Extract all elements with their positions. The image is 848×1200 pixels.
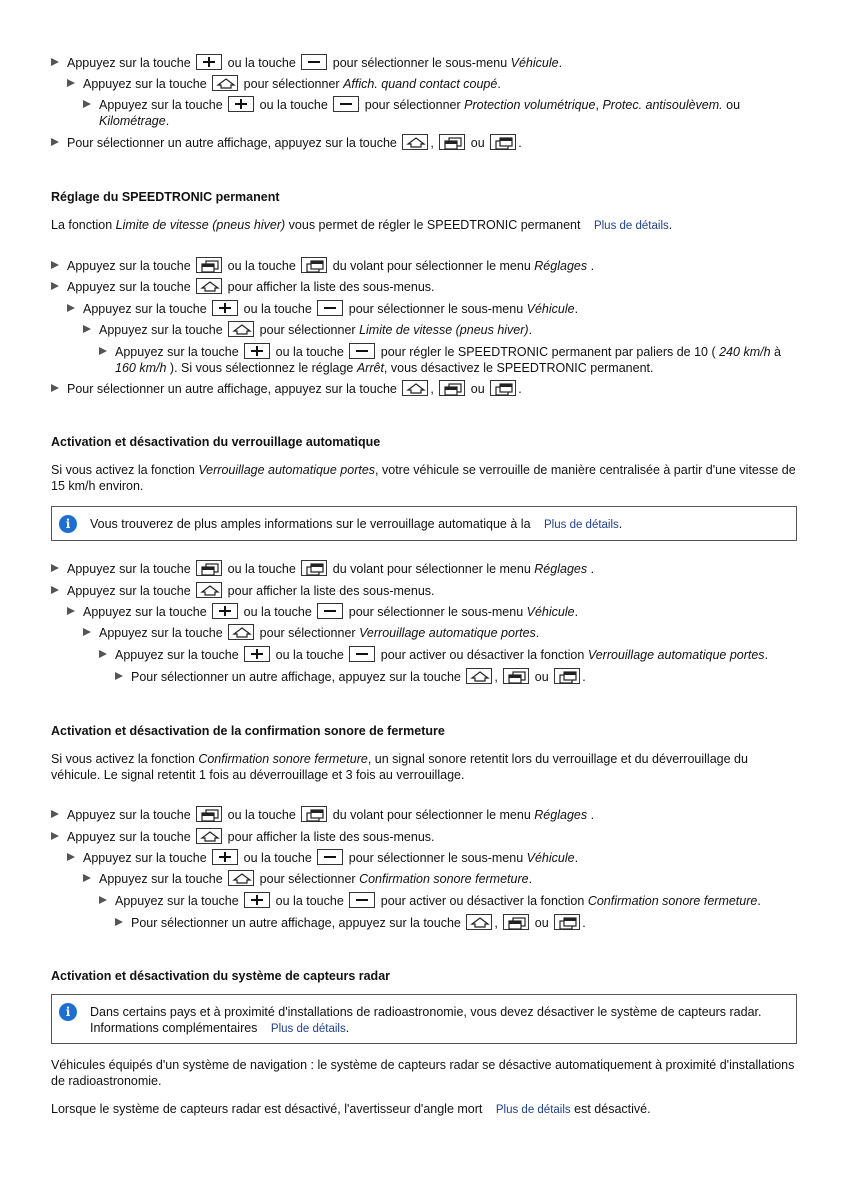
step-text: Appuyez sur la touche [67, 56, 191, 70]
step [67, 300, 807, 317]
step-text: ou la touche [227, 56, 296, 70]
step [51, 278, 811, 295]
step [99, 892, 809, 909]
bullet-arrow-icon [115, 668, 131, 684]
punct: , [595, 98, 599, 112]
menu-name: Réglages [534, 808, 588, 822]
para-text: Lorsque le système de capteurs radar est désactivé, l'avertisseur d'angle mort [51, 1102, 483, 1116]
step-text: ou la touche [227, 259, 296, 273]
menu-name: Verrouillage automatique portes [359, 626, 536, 640]
plus-key-icon [244, 892, 270, 908]
punct: . [518, 382, 522, 396]
bullet-arrow-icon [99, 343, 115, 359]
punct: . [165, 114, 170, 128]
screen-forward-key-icon [301, 806, 327, 822]
para-text: Si vous activez la fonction [51, 752, 195, 766]
info-icon: i [59, 515, 77, 533]
step-text: ou la touche [243, 605, 312, 619]
punct: . [558, 56, 563, 70]
step-text: Pour sélectionner un autre affichage, appuyez sur la touche [131, 916, 461, 930]
step [99, 343, 799, 376]
step-text: ). Si vous sélectionnez le réglage [169, 361, 354, 375]
info-text: Dans certains pays et à proximité d'installations de radioastronomie, vous devez désactiver le système de capteurs radar. Informations complémentaires [90, 1005, 762, 1035]
menu-name: Affich. quand contact coupé [343, 77, 498, 91]
step [51, 257, 811, 274]
info-text: Vous trouverez de plus amples informations sur le verrouillage automatique à la [90, 517, 531, 531]
step-text: pour sélectionner [259, 626, 356, 640]
step-text: Appuyez sur la touche [99, 323, 223, 337]
punct: . [497, 77, 501, 91]
step-text: pour afficher la liste des sous-menus. [227, 280, 435, 294]
punct: , [430, 136, 434, 150]
punct: . [528, 323, 533, 337]
step-text: Appuyez sur la touche [83, 77, 207, 91]
para-text: La fonction [51, 218, 113, 232]
punct: . [528, 872, 533, 886]
step-text: pour sélectionner le sous-menu [348, 851, 524, 865]
bullet-arrow-icon [83, 96, 99, 112]
bullet-arrow-icon [51, 828, 67, 844]
minus-key-icon [349, 343, 375, 359]
minus-key-icon [317, 300, 343, 316]
info-box [51, 994, 797, 1044]
paragraph [51, 462, 796, 494]
menu-name: Confirmation sonore fermeture [198, 752, 368, 766]
step-text: Appuyez sur la touche [115, 894, 239, 908]
speed-value: 240 km/h [719, 345, 771, 359]
plus-key-icon [244, 343, 270, 359]
paragraph [51, 751, 796, 783]
minus-key-icon [349, 892, 375, 908]
bullet-arrow-icon [51, 257, 67, 273]
step [51, 806, 811, 823]
step-text: Appuyez sur la touche [67, 808, 191, 822]
step-text: ou la touche [243, 302, 312, 316]
para-text: est désactivé. [574, 1102, 651, 1116]
bullet-arrow-icon [83, 870, 99, 886]
bullet-arrow-icon [51, 806, 67, 822]
screen-forward-key-icon [554, 668, 580, 684]
punct: . [590, 259, 595, 273]
plus-key-icon [244, 646, 270, 662]
step-text: ou la touche [227, 562, 296, 576]
screen-forward-key-icon [301, 257, 327, 273]
step-text: pour sélectionner [259, 872, 356, 886]
info-icon: i [59, 1003, 77, 1021]
details-link[interactable]: Plus de détails [495, 1104, 571, 1116]
step-text: pour afficher la liste des sous-menus. [227, 584, 435, 598]
para-text: , un signal sonore retentit lors du verrouillage et du déverrouillage du véhicule. Le signal retentit 1 fois au déverrouillage et 3 fois au verrouillage. [51, 752, 748, 782]
home-back-key-icon [228, 321, 254, 337]
home-back-key-icon [228, 624, 254, 640]
speed-value: 160 km/h [115, 361, 167, 375]
step-text: Appuyez sur la touche [83, 851, 207, 865]
home-back-key-icon [402, 134, 428, 150]
info-box [51, 506, 797, 541]
section-heading: Activation et désactivation du système de capteurs radar [51, 969, 391, 983]
punct: . [574, 302, 579, 316]
punct: . [518, 136, 522, 150]
bullet-arrow-icon [51, 380, 67, 396]
step-text: Appuyez sur la touche [83, 302, 207, 316]
step [67, 75, 807, 92]
step-text: pour activer ou désactiver la fonction [380, 894, 585, 908]
punct: . [590, 808, 595, 822]
minus-key-icon [349, 646, 375, 662]
step [51, 380, 811, 397]
step-text: Appuyez sur la touche [115, 648, 239, 662]
home-back-key-icon [466, 914, 492, 930]
screen-back-key-icon [503, 668, 529, 684]
screen-forward-key-icon [301, 560, 327, 576]
bullet-arrow-icon [99, 646, 115, 662]
menu-name: Limite de vitesse (pneus hiver) [359, 323, 529, 337]
step-text: ou la touche [243, 851, 312, 865]
bullet-arrow-icon [67, 849, 83, 865]
menu-name: Protec. antisoulèvem. [602, 98, 723, 112]
home-back-key-icon [402, 380, 428, 396]
menu-name: Arrêt [356, 361, 384, 375]
details-link[interactable]: Plus de détails [593, 220, 669, 232]
para-text: Si vous activez la fonction [51, 463, 195, 477]
step [115, 668, 805, 685]
menu-name: Kilométrage [99, 114, 166, 128]
step-text: ou la touche [275, 648, 344, 662]
paragraph [51, 217, 796, 234]
step-text: du volant pour sélectionner le menu [332, 259, 531, 273]
home-back-key-icon [196, 278, 222, 294]
step-text: Pour sélectionner un autre affichage, appuyez sur la touche [131, 670, 461, 684]
step-text: pour régler le SPEEDTRONIC permanent par paliers de 10 ( [380, 345, 716, 359]
step-text: du volant pour sélectionner le menu [332, 562, 531, 576]
step-text: Appuyez sur la touche [115, 345, 239, 359]
step-text: ou [534, 916, 549, 930]
paragraph [51, 1101, 796, 1118]
details-link[interactable]: Plus de détails [270, 1023, 346, 1035]
punct: . [345, 1021, 350, 1035]
minus-key-icon [333, 96, 359, 112]
screen-back-key-icon [196, 806, 222, 822]
minus-key-icon [317, 849, 343, 865]
home-back-key-icon [212, 75, 238, 91]
step-text: ou [470, 382, 485, 396]
bullet-arrow-icon [99, 892, 115, 908]
step-text: pour sélectionner le sous-menu [348, 605, 524, 619]
step-text: Pour sélectionner un autre affichage, appuyez sur la touche [67, 136, 397, 150]
step [83, 96, 803, 129]
menu-name: Véhicule [526, 302, 575, 316]
screen-back-key-icon [439, 134, 465, 150]
punct: . [574, 605, 579, 619]
step-text: Pour sélectionner un autre affichage, appuyez sur la touche [67, 382, 397, 396]
step-text: Appuyez sur la touche [67, 584, 191, 598]
bullet-arrow-icon [51, 582, 67, 598]
punct: . [582, 670, 586, 684]
screen-back-key-icon [503, 914, 529, 930]
step-text: Appuyez sur la touche [67, 830, 191, 844]
menu-name: Verrouillage automatique portes [587, 648, 765, 662]
screen-forward-key-icon [490, 380, 516, 396]
step [83, 870, 803, 887]
screen-forward-key-icon [490, 134, 516, 150]
plus-key-icon [212, 849, 238, 865]
menu-name: Verrouillage automatique portes [198, 463, 376, 477]
punct: . [757, 894, 761, 908]
bullet-arrow-icon [51, 560, 67, 576]
bullet-arrow-icon [51, 54, 67, 70]
minus-key-icon [301, 54, 327, 70]
step-text: ou la touche [259, 98, 328, 112]
punct: , [430, 382, 434, 396]
step [51, 828, 811, 845]
menu-name: Limite de vitesse (pneus hiver) [115, 218, 286, 232]
step-text: pour sélectionner [364, 98, 461, 112]
menu-name: Réglages [534, 562, 588, 576]
step [99, 646, 809, 663]
step-text: à [774, 345, 781, 359]
bullet-arrow-icon [115, 914, 131, 930]
plus-key-icon [212, 603, 238, 619]
step [51, 560, 811, 577]
plus-key-icon [212, 300, 238, 316]
section-heading: Réglage du SPEEDTRONIC permanent [51, 190, 280, 204]
home-back-key-icon [466, 668, 492, 684]
menu-name: Confirmation sonore fermeture [587, 894, 758, 908]
step-text: ou [534, 670, 549, 684]
menu-name: Véhicule [526, 851, 575, 865]
step-text: ou la touche [275, 345, 344, 359]
punct: , [494, 916, 498, 930]
screen-back-key-icon [196, 257, 222, 273]
paragraph: Véhicules équipés d'un système de navigation : le système de capteurs radar se désactive automatiquement à proximité d'installations de radioastronomie. [51, 1058, 795, 1088]
home-back-key-icon [228, 870, 254, 886]
home-back-key-icon [196, 828, 222, 844]
bullet-arrow-icon [83, 624, 99, 640]
punct: . [582, 916, 586, 930]
screen-forward-key-icon [554, 914, 580, 930]
menu-name: Protection volumétrique [464, 98, 596, 112]
screen-back-key-icon [196, 560, 222, 576]
bullet-arrow-icon [67, 603, 83, 619]
step-text: du volant pour sélectionner le menu [332, 808, 531, 822]
step-text: pour sélectionner le sous-menu [348, 302, 524, 316]
step [83, 624, 803, 641]
details-link[interactable]: Plus de détails [544, 519, 619, 531]
punct: . [590, 562, 595, 576]
punct: , [494, 670, 498, 684]
para-text: vous permet de régler le SPEEDTRONIC permanent [288, 218, 581, 232]
step [67, 849, 807, 866]
step [83, 321, 803, 338]
step-text: pour sélectionner le sous-menu [332, 56, 508, 70]
step [51, 582, 811, 599]
step-text: Appuyez sur la touche [67, 562, 191, 576]
menu-name: Réglages [534, 259, 588, 273]
step-text: pour afficher la liste des sous-menus. [227, 830, 435, 844]
step [51, 54, 811, 71]
step-text: ou [726, 98, 741, 112]
punct: . [668, 218, 673, 232]
bullet-arrow-icon [51, 278, 67, 294]
punct: . [764, 648, 769, 662]
home-back-key-icon [196, 582, 222, 598]
para-text: , votre véhicule se verrouille de manière centralisée à partir d'une vitesse de 15 km/h environ. [51, 463, 796, 493]
section-heading: Activation et désactivation du verrouillage automatique [51, 435, 381, 449]
section-heading: Activation et désactivation de la confirmation sonore de fermeture [51, 724, 445, 738]
minus-key-icon [317, 603, 343, 619]
step [115, 914, 805, 931]
punct: . [574, 851, 579, 865]
step-text: ou [470, 136, 485, 150]
step-text: Appuyez sur la touche [99, 626, 223, 640]
step-text: pour sélectionner [243, 77, 340, 91]
punct: . [535, 626, 540, 640]
step-text: , vous désactivez le SPEEDTRONIC permanent. [383, 361, 654, 375]
step-text: Appuyez sur la touche [99, 872, 223, 886]
step-text: pour activer ou désactiver la fonction [380, 648, 585, 662]
bullet-arrow-icon [83, 321, 99, 337]
plus-key-icon [196, 54, 222, 70]
step-text: Appuyez sur la touche [99, 98, 223, 112]
step-text: pour sélectionner [259, 323, 356, 337]
bullet-arrow-icon [67, 300, 83, 316]
step-text: Appuyez sur la touche [67, 280, 191, 294]
bullet-arrow-icon [67, 75, 83, 91]
plus-key-icon [228, 96, 254, 112]
menu-name: Confirmation sonore fermeture [359, 872, 529, 886]
menu-name: Véhicule [510, 56, 559, 70]
menu-name: Véhicule [526, 605, 575, 619]
step-text: Appuyez sur la touche [67, 259, 191, 273]
step [67, 603, 807, 620]
screen-back-key-icon [439, 380, 465, 396]
punct: . [618, 517, 623, 531]
step-text: ou la touche [275, 894, 344, 908]
step-text: Appuyez sur la touche [83, 605, 207, 619]
step [51, 134, 811, 151]
bullet-arrow-icon [51, 134, 67, 150]
step-text: ou la touche [227, 808, 296, 822]
